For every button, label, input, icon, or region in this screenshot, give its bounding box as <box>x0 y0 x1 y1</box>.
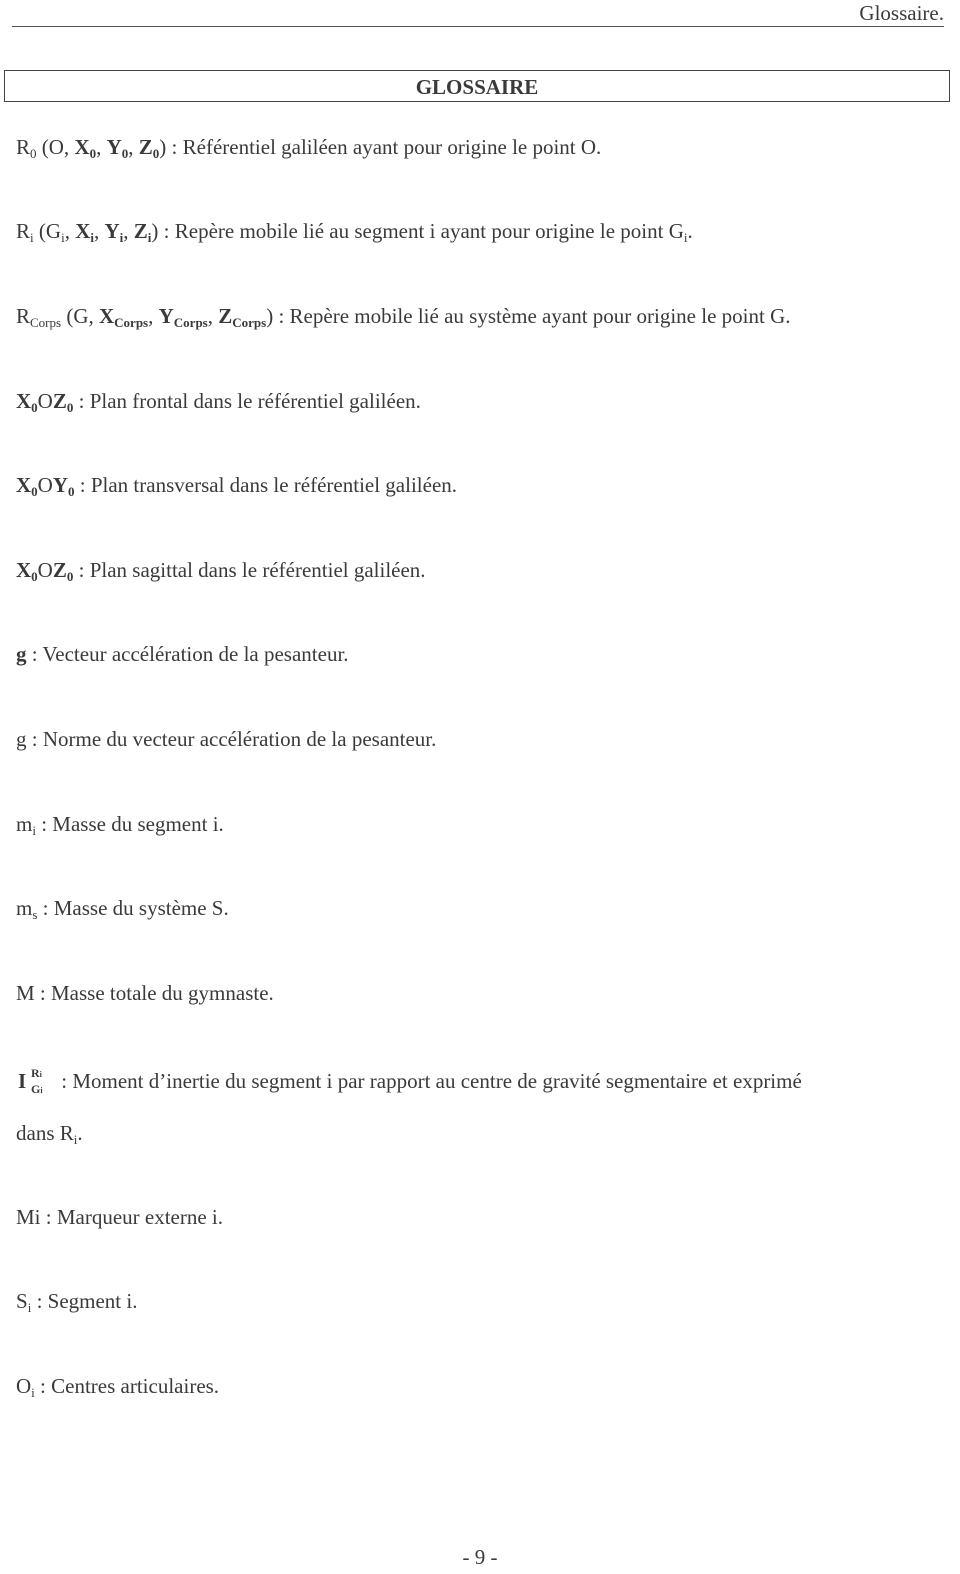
entry-x0oz0-frontal-desc: : Plan frontal dans le référentiel galiléen. <box>73 389 421 413</box>
glossary-title <box>4 70 950 102</box>
glossary-entry-x0oz0-frontal: $X_0OZ_0$ : Plan frontal dans le référentiel galiléen. <box>16 389 421 415</box>
entry-marker-desc: Mi : Marqueur externe i. <box>16 1205 224 1229</box>
entry-ri-desc: ) : Repère mobile lié au segment i ayant pour origine le point G <box>151 219 684 243</box>
glossary-entry-x0oz0-sagittal: $X_0OZ_0$ : Plan sagittal dans le référentiel galiléen. <box>16 558 426 584</box>
inertia-symbol: I Ri Gi <box>18 1066 43 1096</box>
glossary-entry-segment: $S_i$ : Segment i. <box>16 1289 138 1315</box>
entry-g-norm-desc: g : Norme du vecteur accélération de la pesanteur. <box>16 727 437 751</box>
glossary-entry-g-vector: g : Vecteur accélération de la pesanteur. <box>16 642 349 666</box>
page-number-text: - 9 - <box>462 1545 498 1569</box>
glossary-entry-g-norm <box>16 726 436 752</box>
glossary-title-text: GLOSSAIRE <box>415 75 539 99</box>
glossary-entry-marker <box>16 1204 223 1230</box>
entry-ms-desc: : Masse du système S. <box>37 896 229 920</box>
entry-g-vector-desc: : Vecteur accélération de la pesanteur. <box>26 642 349 666</box>
glossary-entry-ms: $m_s$ : Masse du système S. <box>16 896 229 922</box>
glossary-entry-inertia <box>16 1068 802 1094</box>
entry-joints-desc: : Centres articulaires. <box>34 1374 220 1398</box>
running-title: Glossaire. <box>859 1 944 25</box>
glossary-entry-ri: $R_i$ ($G_i$, $X_i$, $Y_i$, $Z_i$) : Repère mobile lié au segment i ayant pour origine le point $G_i$. <box>16 219 693 245</box>
page-number <box>0 1545 960 1570</box>
entry-rcorps-desc: ) : Repère mobile lié au système ayant pour origine le point G. <box>266 304 791 328</box>
glossary-entry-joints: $O_i$ : Centres articulaires. <box>16 1374 220 1400</box>
entry-segment-desc: : Segment i. <box>31 1289 138 1313</box>
running-header <box>12 0 944 27</box>
entry-x0oz0-sagittal-desc: : Plan sagittal dans le référentiel galiléen. <box>73 558 426 582</box>
glossary-entry-rcorps: $R_{Corps}$ (G, $X_{Corps}$, $Y_{Corps}$, $Z_{Corps}$) : Repère mobile lié au système ayant pour origine le point G. <box>16 304 791 330</box>
entry-m-total-desc: M : Masse totale du gymnaste. <box>16 981 274 1005</box>
glossary-entry-mi: $m_i$ : Masse du segment i. <box>16 812 224 838</box>
glossary-entry-x0oy0: $X_0OY_0$ : Plan transversal dans le référentiel galiléen. <box>16 473 458 499</box>
entry-inertia-desc-line1: : Moment d’inertie du segment i par rapport au centre de gravité segmentaire et exprimé <box>56 1069 802 1093</box>
glossary-entry-m-total <box>16 980 274 1006</box>
entry-inertia-desc-line2: dans R <box>16 1121 74 1145</box>
glossary-entry-r0: $R_0$ (O, $X_0$, $Y_0$, $Z_0$) : Référentiel galiléen ayant pour origine le point O. <box>16 135 602 161</box>
entry-x0oy0-desc: : Plan transversal dans le référentiel galiléen. <box>74 473 458 497</box>
entry-r0-desc: ) : Référentiel galiléen ayant pour origine le point O. <box>159 135 602 159</box>
entry-mi-desc: : Masse du segment i. <box>35 812 224 836</box>
glossary-entry-inertia-cont: dans $R_i$. <box>16 1121 83 1147</box>
